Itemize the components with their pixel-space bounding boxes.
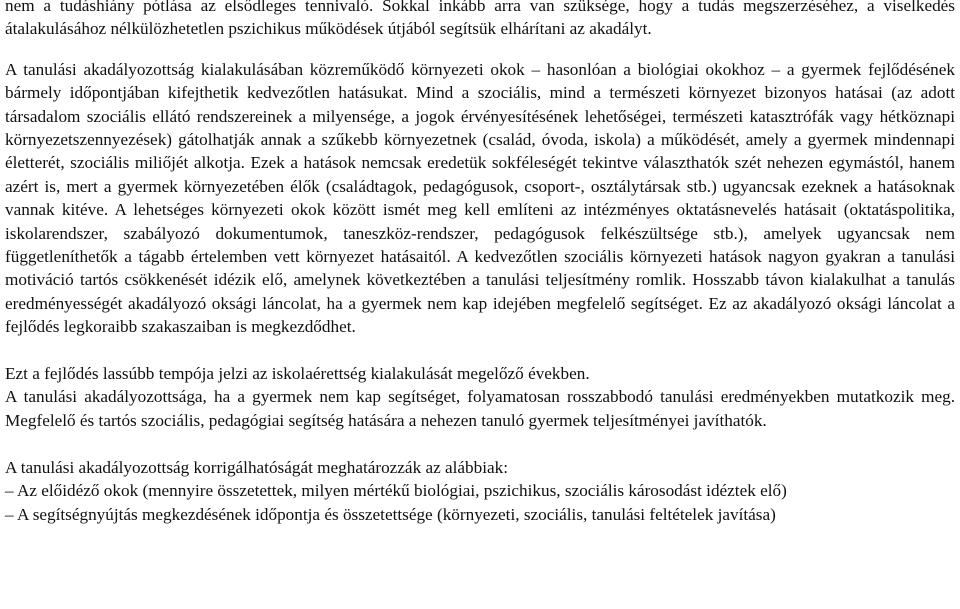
document-page [5,0,955,526]
list-item-causes: – Az előidéző okok (mennyire összetettek, milyen mértékű biológiai, pszichikus, szociális károsodást idéztek elő) [5,481,787,501]
paragraph-gap [5,41,955,58]
paragraph-environmental-causes: A tanulási akadályozottság kialakulásában közreműködő környezeti okok – hasonlóan a biológiai okokhoz – a gyermek fejlődésének bármely időpontjában kifejthetik kedvezőtlen hatásukat. Mind a szociális, mind a természeti környezet bizonyos hatásai (az adott társadalom szociális ellátó rendszereinek a milyensége, a jogok érvényesítésének lehetőségei, természeti katasztrófák vagy hétköznapi környezetszennyezések) gátolhatják annak a szűkebb környezetnek (család, óvoda, iskola) a működését, amely a gyermek mindennapi életterét, szociális miliőjét alkotja. Ezek a hatások nemcsak eredetük sokféleségét tekintve választhatók szét nehezen egymástól, hanem azért is, mert a gyermek környezetében élők (családtagok, pedagógusok, csoport-, osztálytársak stb.) ugyancsak ezeknek a hatásoknak vannak kitéve. A lehetséges környezeti okok között ismét meg kell említeni az intézményes oktatásnevelés hatásait (oktatáspolitika, iskolarendszer, szabályozó dokumentumok, taneszköz-rendszer, pedagógusok felkészültsége stb.), amelyek ugyancsak nem függetleníthetők a tágabb értelemben vett környezet hatásaitól. A kedvezőtlen szociális környezeti hatások nagyon gyakran a tanulási motiváció tartós csökkenését idézik elő, amelynek következtében a tanulási teljesítmény romlik. Hosszabb távon kialakulhat a tanulás eredményességét akadályozó oksági láncolat, ha a gyermek nem kap idejében megfelelő segítséget. Ez az akadályozó oksági láncolat a fejlődés legkoraibb szakaszaiban is megkezdődhet. [5,59,955,337]
paragraph-intro-continuation: nem a tudáshiány pótlása az elsődleges tennivaló. Sokkal inkább arra van szüksége, hogy a tudás megszerzéséhez, a viselkedés átalakulásához nélkülözhetetlen pszichikus működések útjából segítsük elhárítani az akadályt. [5,0,955,39]
paragraph-correctability-intro: A tanulási akadályozottság korrigálhatóságát meghatározzák az alábbiak: [5,457,509,477]
paragraph-learning-results: A tanulási akadályozottsága, ha a gyermek nem kap segítséget, folyamatosan rosszabbodó tanulási eredményekben mutatkozik meg. Megfelelő és tartós szociális, pedagógiai segítség hatására a nehezen tanuló gyermek teljesítményei javíthatók. [5,387,955,430]
paragraph-gap [5,339,955,362]
paragraph-gap [5,432,955,455]
paragraph-school-readiness: Ezt a fejlődés lassúbb tempója jelzi az iskolaérettség kialakulását megelőző években. [5,364,590,384]
list-item-support-timing: – A segítségnyújtás megkezdésének időpontja és összetettsége (környezeti, szociális, tanulási feltételek javítása) [5,504,776,524]
